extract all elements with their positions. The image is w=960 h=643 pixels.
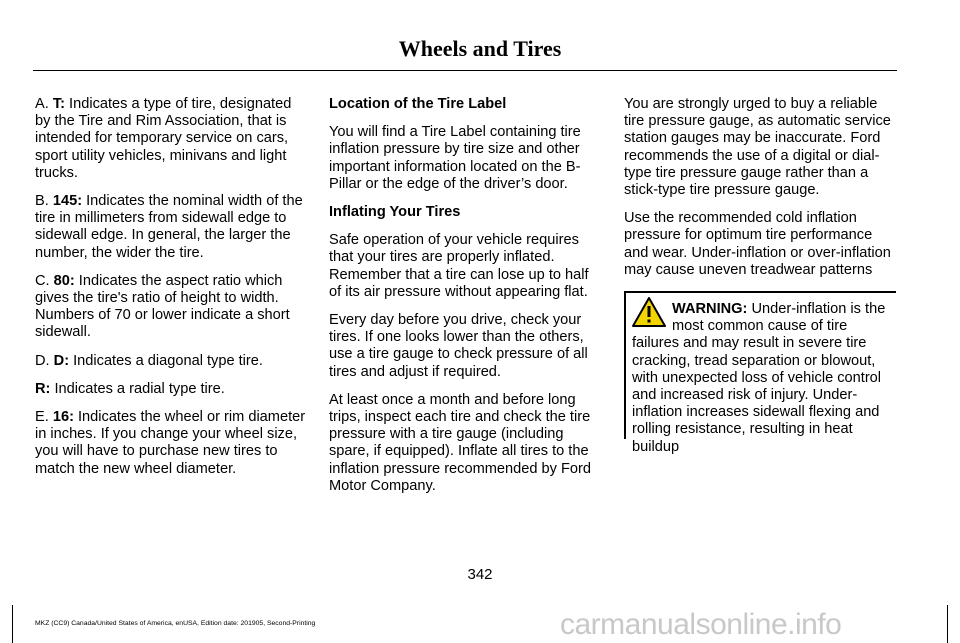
- crop-mark-left: [12, 605, 13, 643]
- crop-mark-right: [947, 605, 948, 643]
- paragraph: You will find a Tire Label containing tire inflation pressure by tire size and other important information located on the B-Pillar or the edge of the driver’s door.: [329, 124, 581, 192]
- definition-prefix: A.: [35, 96, 53, 112]
- watermark: carmanualsonline.info: [560, 608, 842, 641]
- definition-prefix: D.: [35, 352, 54, 369]
- definition-term: D:: [53, 352, 70, 369]
- paragraph: At least once a month and before long trips, inspect each tire and check the tire pressure with a tire gauge (including spare, if equipped). Inflate all tires to the inflation pressure recommended by Ford Motor Company.: [329, 391, 592, 494]
- warning-label: WARNING:: [672, 301, 748, 318]
- definition-c: [35, 273, 307, 342]
- definition-text: Indicates the nominal width of the tire in millimeters from sidewall edge to sidewall edge. In general, the larger the number, the wider the tire.: [35, 193, 303, 261]
- definition-prefix: C.: [35, 272, 54, 289]
- paragraph: Safe operation of your vehicle requires that your tires are properly inflated. Remember that a tire can lose up to half of its air pressure without appearing flat.: [329, 232, 589, 300]
- definition-text: Indicates a diagonal type tire.: [69, 352, 263, 369]
- definition-term: 145:: [52, 193, 83, 210]
- paragraph: Use the recommended cold inflation pressure for optimum tire performance and wear. Under-inflation or over-inflation may cause uneven treadwear patterns: [624, 210, 891, 278]
- definition-term: 80:: [53, 272, 75, 289]
- definition-term: R:: [35, 380, 51, 397]
- column-pressure-gauge: [624, 96, 896, 455]
- paragraph: You are strongly urged to buy a reliable tire pressure gauge, as automatic service station gauges may be inaccurate. Ford recommends the use of a digital or dial-type tire pressure gauge rather than a stick-type tire pressure gauge.: [624, 96, 891, 199]
- warning-box: [624, 291, 896, 455]
- section-heading-tire-label: [329, 96, 601, 113]
- definition-text: Indicates the wheel or rim diameter in inches. If you change your wheel size, you will have to purchase new tires to match the new wheel diameter.: [35, 409, 306, 477]
- warning-text: Under-inflation is the most common cause of tire failures and may result in severe tire cracking, tread separation or blowout, with unexpected loss of vehicle control and increased risk of injury. Under-inflation increases sidewall flexing and rolling resistance, resulting in heat buildup: [632, 301, 886, 455]
- definition-text: Indicates a radial type tire.: [50, 380, 225, 397]
- definition-a: [35, 96, 307, 182]
- definition-text: Indicates the aspect ratio which gives the tire's ratio of height to width. Numbers of 70 or lower indicate a short sidewall.: [35, 272, 290, 341]
- heading-text: Inflating Your Tires: [329, 204, 461, 221]
- definition-d: [35, 353, 307, 370]
- definition-term: 16:: [52, 409, 74, 426]
- page-header-title: Wheels and Tires: [398, 36, 562, 61]
- definition-prefix: B.: [35, 193, 53, 210]
- warning-triangle-icon: [632, 297, 666, 327]
- paragraph: Every day before you drive, check your tires. If one looks lower than the others, use a tire gauge to check pressure of all tires and adjust if required.: [329, 312, 588, 380]
- footer-edition-text: MKZ (CC9) Canada/United States of America, enUSA, Edition date: 201905, Second-Printing: [35, 620, 316, 627]
- definition-r: [35, 381, 307, 398]
- definition-text: Indicates a type of tire, designated by the Tire and Rim Association, that is intended for temporary service on cars, sport utility vehicles, minivans and light trucks.: [35, 96, 292, 181]
- section-heading-inflating: [329, 204, 601, 221]
- heading-text: Location of the Tire Label: [329, 96, 507, 112]
- header-divider: [33, 70, 897, 71]
- column-tire-label-and-inflation: [329, 96, 601, 506]
- definition-prefix: E.: [35, 409, 53, 426]
- page-number: 342: [467, 566, 493, 583]
- definition-b: [35, 193, 307, 262]
- column-tire-code-definitions: [35, 96, 307, 489]
- definition-term: T:: [52, 96, 65, 112]
- definition-e: [35, 409, 307, 478]
